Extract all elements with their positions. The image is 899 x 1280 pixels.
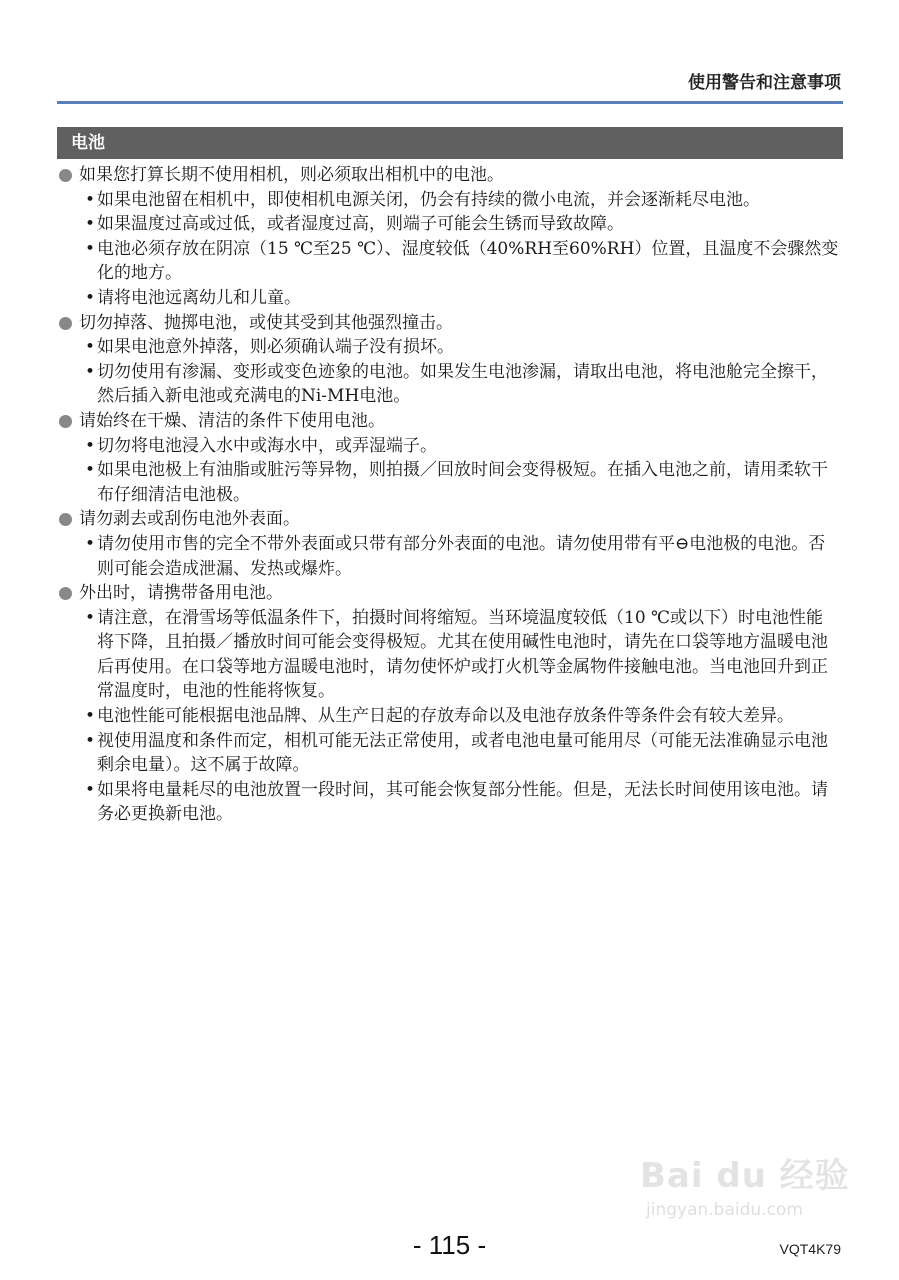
bullet-item (57, 163, 843, 188)
document-code: VQT4K79 (779, 1241, 841, 1257)
sub-bullet-text: 视使用温度和条件而定，相机可能无法正常使用，或者电池电量可能用尽（可能无法准确显示电池剩余电量）。这不属于故障。 (97, 730, 828, 776)
bullet-dot-icon (59, 587, 72, 600)
bullet-dot-icon (59, 513, 72, 526)
page-number: - 115 - (412, 1230, 487, 1260)
bullet-list (57, 163, 843, 827)
sub-bullet-item (57, 778, 843, 827)
sub-bullet-item (57, 729, 843, 778)
sub-bullet-item (57, 606, 843, 704)
watermark (640, 1140, 850, 1230)
bullet-text: 请勿剥去或刮伤电池外表面。 (79, 509, 300, 530)
sub-bullet-mark-icon: • (85, 238, 96, 259)
watermark-brand: Bai du 经验 (640, 1156, 850, 1196)
sub-bullet-mark-icon: • (85, 730, 96, 751)
sub-bullet-mark-icon: • (85, 607, 96, 628)
sub-bullet-item (57, 704, 843, 729)
bullet-text: 外出时，请携带备用电池。 (79, 583, 283, 604)
sub-bullet-mark-icon: • (85, 189, 96, 210)
section-title: 电池 (71, 133, 105, 153)
sub-bullet-text: 切勿将电池浸入水中或海水中，或弄湿端子。 (97, 435, 437, 456)
sub-bullet-mark-icon: • (85, 361, 96, 382)
sub-bullet-item (57, 188, 843, 213)
page-header-title: 使用警告和注意事项 (688, 73, 841, 93)
bullet-item (57, 311, 843, 336)
bullet-item (57, 581, 843, 606)
sub-bullet-text: 如果电池意外掉落，则必须确认端子没有损坏。 (97, 337, 454, 358)
sub-bullet-text: 切勿使用有渗漏、变形或变色迹象的电池。如果发生电池渗漏，请取出电池，将电池舱完全擦干，然后插入新电池或充满电的Ni-MH电池。 (97, 361, 828, 407)
sub-bullet-text: 电池必须存放在阴凉（15 ℃至25 ℃）、湿度较低（40%RH至60%RH）位置，且温度不会骤然变化的地方。 (97, 238, 839, 284)
sub-bullet-item (57, 360, 843, 409)
sub-bullet-mark-icon: • (85, 533, 96, 554)
sub-bullet-item (57, 458, 843, 507)
bullet-dot-icon (59, 169, 72, 182)
header-divider (57, 101, 843, 104)
sub-bullet-text: 请将电池远离幼儿和儿童。 (97, 287, 301, 308)
sub-bullet-item (57, 212, 843, 237)
sub-bullet-item (57, 237, 843, 286)
sub-bullet-text: 如果温度过高或过低，或者湿度过高，则端子可能会生锈而导致故障。 (97, 214, 624, 235)
sub-bullet-item (57, 532, 843, 581)
bullet-item (57, 409, 843, 434)
sub-bullet-text: 如果电池留在相机中，即使相机电源关闭，仍会有持续的微小电流，并会逐渐耗尽电池。 (97, 189, 760, 210)
section-heading (57, 127, 843, 159)
bullet-text: 请始终在干燥、清洁的条件下使用电池。 (79, 410, 385, 431)
bullet-item (57, 507, 843, 532)
sub-bullet-mark-icon: • (85, 779, 96, 800)
bullet-text: 切勿掉落、抛掷电池，或使其受到其他强烈撞击。 (79, 312, 453, 333)
sub-bullet-mark-icon: • (85, 214, 96, 235)
sub-bullet-text: 电池性能可能根据电池品牌、从生产日起的存放寿命以及电池存放条件等条件会有较大差异。 (97, 706, 794, 727)
sub-bullet-text: 如果电池极上有油脂或脏污等异物，则拍摄／回放时间会变得极短。在插入电池之前，请用柔软干布仔细清洁电池极。 (97, 460, 828, 505)
bullet-text: 如果您打算长期不使用相机，则必须取出相机中的电池。 (79, 165, 504, 185)
sub-bullet-mark-icon: • (85, 287, 96, 308)
sub-bullet-mark-icon: • (85, 435, 96, 456)
sub-bullet-mark-icon: • (85, 706, 96, 727)
sub-bullet-item (57, 335, 843, 360)
sub-bullet-text: 请勿使用市售的完全不带外表面或只带有部分外表面的电池。请勿使用带有平⊖电池极的电池。否则可能会造成泄漏、发热或爆炸。 (97, 533, 826, 579)
sub-bullet-text: 请注意，在滑雪场等低温条件下，拍摄时间将缩短。当环境温度较低（10 ℃或以下）时电池性能将下降，且拍摄／播放时间可能会变得极短。尤其在使用碱性电池时，请先在口袋等地方温暖电池后再使用。在口袋等地方温暖电池时，请勿使怀炉或打火机等金属物件接触电池。当电池回升到正常温度时，电池的性能将恢复。 (97, 607, 828, 702)
bullet-dot-icon (59, 415, 72, 428)
sub-bullet-mark-icon: • (85, 460, 96, 481)
sub-bullet-item (57, 286, 843, 311)
sub-bullet-text: 如果将电量耗尽的电池放置一段时间，其可能会恢复部分性能。但是，无法长时间使用该电池。请务必更换新电池。 (97, 779, 828, 825)
sub-bullet-item (57, 434, 843, 459)
watermark-url: jingyan.baidu.com (646, 1200, 803, 1220)
sub-bullet-mark-icon: • (85, 337, 96, 358)
bullet-dot-icon (59, 317, 72, 330)
